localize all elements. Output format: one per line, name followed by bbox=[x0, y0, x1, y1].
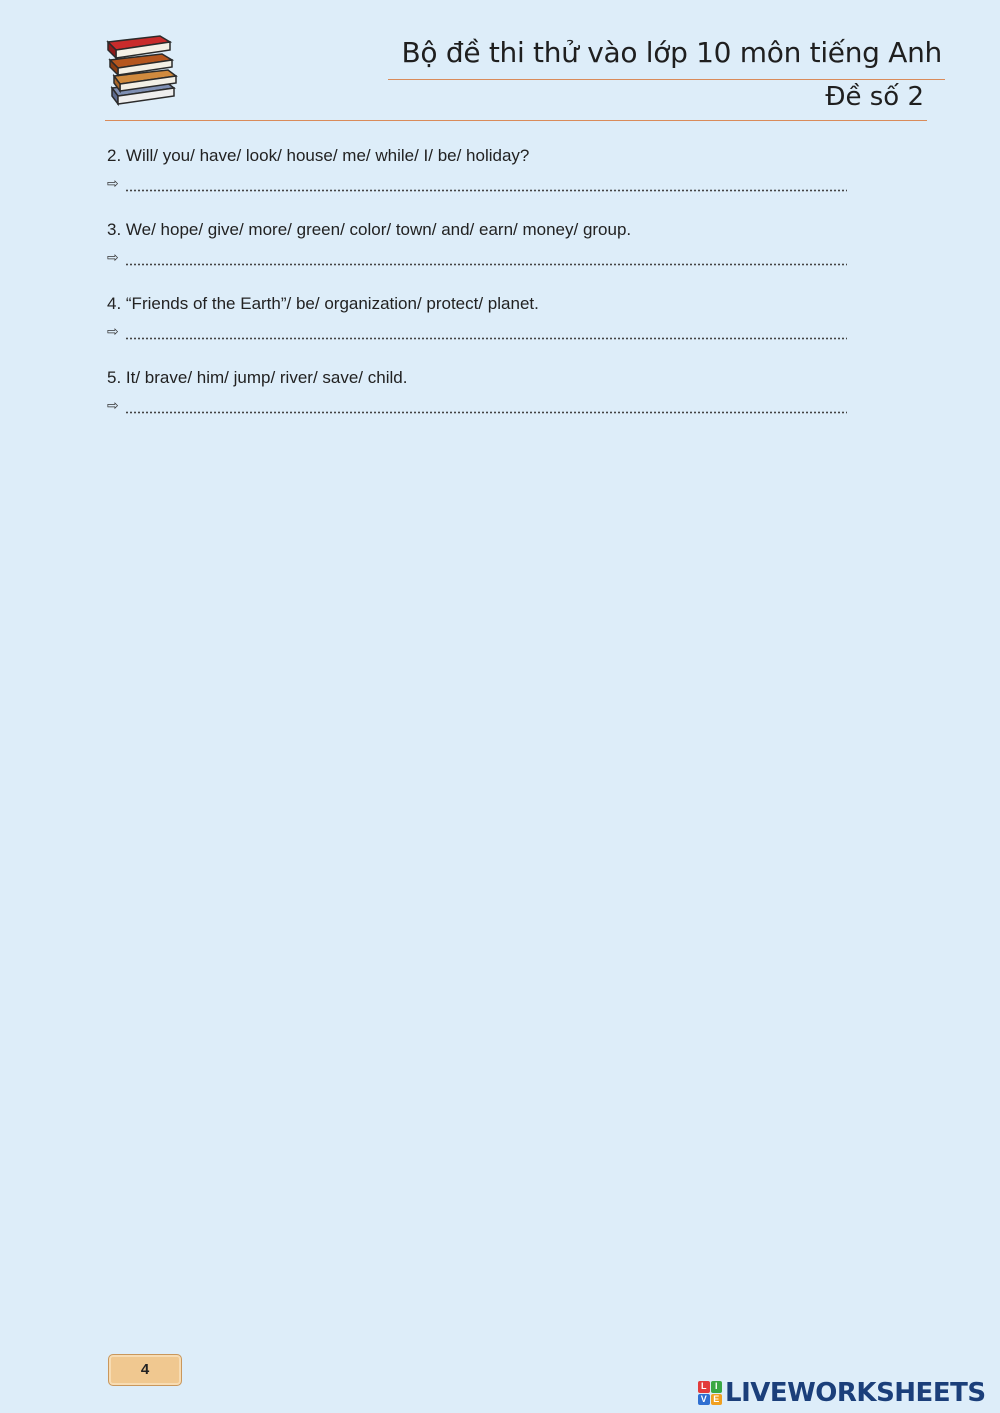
liveworksheets-icon: L I V E bbox=[698, 1381, 722, 1405]
brand-name: LIVEWORKSHEETS bbox=[725, 1378, 986, 1408]
dotted-answer-blank[interactable] bbox=[125, 189, 847, 192]
liveworksheets-logo[interactable] bbox=[698, 1376, 986, 1410]
answer-line[interactable] bbox=[107, 319, 847, 363]
exercise-item bbox=[107, 215, 847, 289]
answer-line[interactable] bbox=[107, 393, 847, 437]
arrow-icon: ⇨ bbox=[107, 250, 119, 266]
exam-number: Đề số 2 bbox=[825, 82, 924, 112]
answer-line[interactable] bbox=[107, 171, 847, 215]
page-title: Bộ đề thi thử vào lớp 10 môn tiếng Anh bbox=[401, 36, 942, 69]
question-text: 3. We/ hope/ give/ more/ green/ color/ town/ and/ earn/ money/ group. bbox=[107, 220, 632, 239]
exercise-item bbox=[107, 363, 847, 437]
header-divider bbox=[388, 79, 945, 80]
content-divider bbox=[105, 120, 927, 121]
stacked-books-icon bbox=[104, 30, 186, 110]
arrow-icon: ⇨ bbox=[107, 324, 119, 340]
question-text: 2. Will/ you/ have/ look/ house/ me/ while/ I/ be/ holiday? bbox=[107, 146, 530, 165]
exercise-item bbox=[107, 289, 847, 363]
arrow-icon: ⇨ bbox=[107, 398, 119, 414]
dotted-answer-blank[interactable] bbox=[125, 337, 847, 340]
question-text: 5. It/ brave/ him/ jump/ river/ save/ child. bbox=[107, 368, 408, 387]
page-number-badge: 4 bbox=[108, 1354, 182, 1386]
dotted-answer-blank[interactable] bbox=[125, 411, 847, 414]
question-text: 4. “Friends of the Earth”/ be/ organization/ protect/ planet. bbox=[107, 294, 539, 313]
arrow-icon: ⇨ bbox=[107, 176, 119, 192]
exercise-list bbox=[107, 141, 847, 437]
answer-line[interactable] bbox=[107, 245, 847, 289]
dotted-answer-blank[interactable] bbox=[125, 263, 847, 266]
exercise-item bbox=[107, 141, 847, 215]
